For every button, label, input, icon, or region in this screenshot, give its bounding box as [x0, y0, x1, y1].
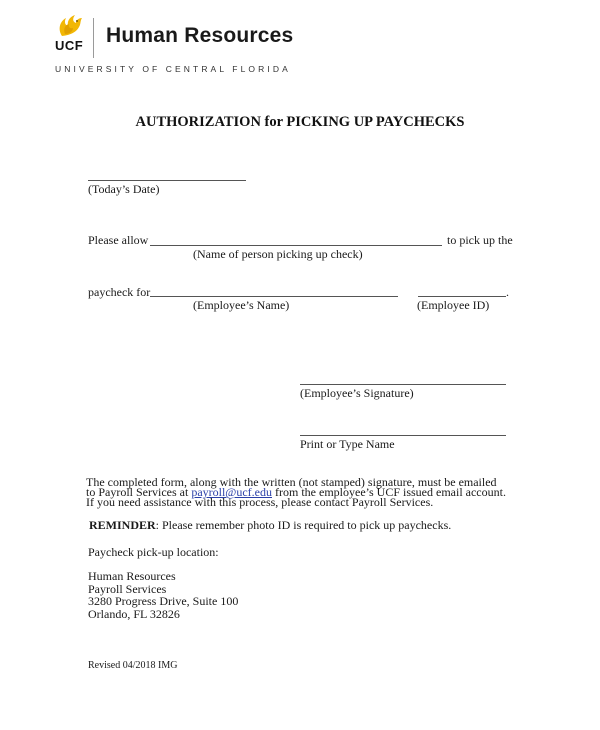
pickup-person-label: (Name of person picking up check)	[193, 247, 363, 261]
instructions-part1: The completed form, along with the written (not stamped) signature, must be emailed to Payroll Services at	[86, 475, 497, 499]
print-name-label: Print or Type Name	[300, 437, 395, 451]
employee-signature-field[interactable]	[300, 384, 506, 385]
document-title: AUTHORIZATION for PICKING UP PAYCHECKS	[135, 114, 465, 130]
instructions-part2: from the employee’s UCF issued email account. If you need assistance with this process, please contact Payroll Services.	[86, 485, 506, 509]
revision-note: Revised 04/2018 IMG	[88, 660, 178, 671]
employee-id-period: .	[506, 285, 509, 299]
allow-prefix: Please allow	[88, 233, 149, 247]
employee-id-label: (Employee ID)	[417, 298, 490, 312]
location-heading: Paycheck pick-up location:	[88, 545, 219, 559]
reminder-text: : Please remember photo ID is required to pick up paychecks.	[155, 518, 452, 532]
signature-label: (Employee’s Signature)	[300, 386, 414, 400]
date-field[interactable]	[88, 180, 246, 181]
paycheck-for-prefix: paycheck for	[88, 285, 151, 299]
address-line-4: Orlando, FL 32826	[88, 606, 180, 621]
ucf-pegasus-logo-icon	[56, 14, 84, 38]
employee-name-label: (Employee’s Name)	[193, 298, 290, 312]
pickup-address	[88, 570, 238, 620]
department-title: Human Resources	[106, 24, 294, 47]
reminder-label: REMINDER	[89, 518, 156, 532]
employee-id-field[interactable]	[418, 296, 506, 297]
university-name: UNIVERSITY OF CENTRAL FLORIDA	[55, 64, 291, 74]
payroll-email-link[interactable]: payroll@ucf.edu	[191, 485, 273, 499]
instructions-paragraph	[86, 477, 506, 507]
print-name-field[interactable]	[300, 435, 506, 436]
reminder-line	[89, 518, 451, 533]
logo-divider	[93, 18, 94, 58]
allow-suffix: to pick up the	[447, 233, 513, 247]
ucf-logo-text: UCF	[55, 38, 84, 53]
address-line-1: Human Resources	[88, 569, 176, 583]
address-line-3: 3280 Progress Drive, Suite 100	[88, 594, 239, 608]
date-label: (Today’s Date)	[88, 182, 160, 196]
pickup-person-name-field[interactable]	[150, 245, 442, 246]
employee-name-field[interactable]	[150, 296, 398, 297]
address-line-2: Payroll Services	[88, 581, 167, 596]
